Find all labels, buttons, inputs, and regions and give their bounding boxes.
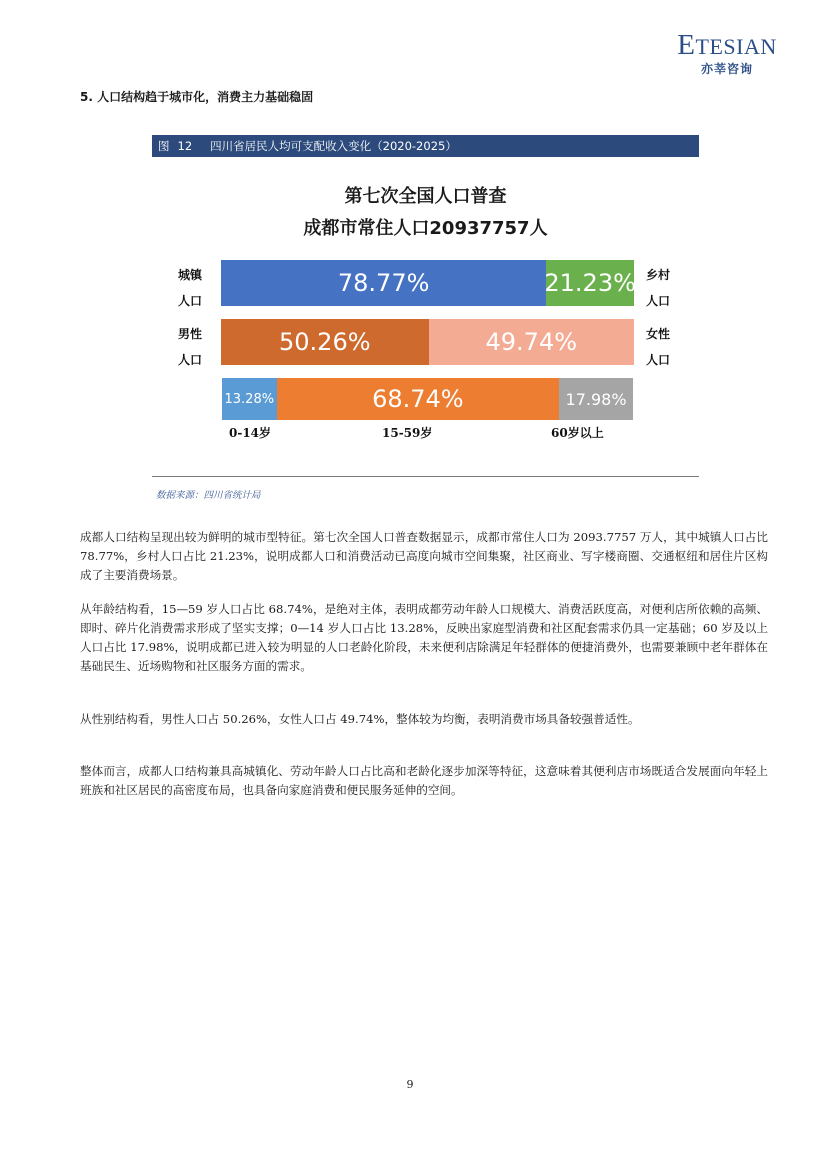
age-category-60-plus: 60岁以上 bbox=[551, 426, 604, 440]
bar-male-population bbox=[221, 319, 429, 365]
figure-source: 数据来源：四川省统计局 bbox=[156, 490, 261, 501]
logo-subtitle: 亦莘咨询 bbox=[700, 62, 753, 76]
bar-rural-population bbox=[546, 260, 634, 306]
logo-wordmark: ETESIAN bbox=[677, 29, 777, 61]
value-label-age-15-59: 68.74% bbox=[372, 385, 464, 413]
figure-caption: 四川省居民人均可支配收入变化（2020-2025） bbox=[210, 139, 457, 153]
chart-title: 第七次全国人口普查 bbox=[344, 186, 507, 207]
paragraph-urbanization: 成都人口结构呈现出较为鲜明的城市型特征。第七次全国人口普查数据显示，成都市常住人口为 2093.7757 万人，其中城镇人口占比 78.77%，乡村人口占比 21.23%，说明成都人口和消费活动已高度向城市空间集聚，社区商业、写字楼商圈、交通枢纽和居住片区构成了主要消费场景。 bbox=[80, 530, 768, 582]
paragraph-gender-structure: 从性别结构看，男性人口占 50.26%，女性人口占 49.74%，整体较为均衡，表明消费市场具备较强普适性。 bbox=[80, 712, 640, 726]
figure-caption-bar bbox=[152, 135, 699, 157]
value-label-age-0-14: 13.28% bbox=[224, 391, 275, 407]
etesian-logo bbox=[677, 29, 777, 77]
bar-urban-population bbox=[221, 260, 546, 306]
value-label-male: 50.26% bbox=[279, 328, 371, 356]
paragraph-age-structure: 从年龄结构看，15—59 岁人口占比 68.74%，是绝对主体，表明成都劳动年龄人口规模大、消费活跃度高，对便利店所依赖的高频、即时、碎片化消费需求形成了坚实支撑；0—14 岁人口占比 13.28%，反映出家庭型消费和社区配套需求仍具一定基础；60 岁及以上人口占比 17.98%，说明成都已进入较为明显的人口老龄化阶段，未来便利店除满足年轻群体的便捷消费外，也需要兼顾中老年群体在基础民生、近场购物和社区服务方面的需求。 bbox=[80, 602, 768, 673]
male-label: 男性 人口 bbox=[178, 327, 203, 367]
rural-label: 乡村 人口 bbox=[646, 268, 671, 308]
paragraph-summary: 整体而言，成都人口结构兼具高城镇化、劳动年龄人口占比高和老龄化逐步加深等特征，这意味着其便利店市场既适合发展面向年轻上班族和社区居民的高密度布局，也具备向家庭消费和便民服务延伸的空间。 bbox=[80, 764, 768, 797]
female-label: 女性 人口 bbox=[646, 327, 671, 367]
figure-divider bbox=[152, 476, 699, 477]
figure-number: 12 bbox=[177, 139, 193, 153]
chart-subtitle: 成都市常住人口20937757人 bbox=[303, 218, 548, 239]
value-label-rural: 21.23% bbox=[544, 269, 636, 297]
figure-label: 图 bbox=[158, 139, 170, 153]
value-label-age-60-plus: 17.98% bbox=[565, 389, 627, 409]
bar-female-population bbox=[429, 319, 634, 365]
section-heading: 5. 人口结构趋于城市化，消费主力基础稳固 bbox=[80, 90, 314, 104]
bar-age-60-plus bbox=[559, 378, 633, 420]
urban-label: 城镇 人口 bbox=[178, 268, 203, 308]
age-category-15-59: 15-59岁 bbox=[382, 426, 433, 440]
page-number: 9 bbox=[406, 1078, 414, 1091]
bar-age-0-14 bbox=[222, 378, 277, 420]
value-label-urban: 78.77% bbox=[337, 269, 430, 297]
value-label-female: 49.74% bbox=[485, 328, 578, 356]
age-category-0-14: 0-14岁 bbox=[229, 426, 272, 440]
bar-age-15-59 bbox=[277, 378, 560, 420]
